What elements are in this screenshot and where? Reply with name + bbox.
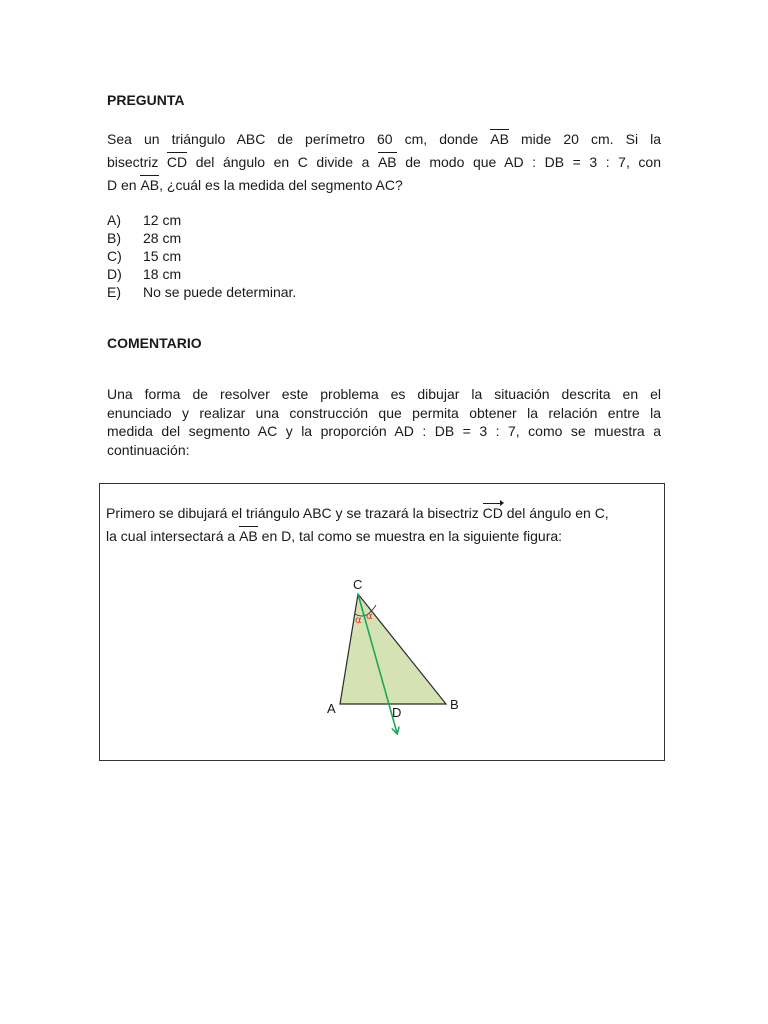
pregunta-heading: PREGUNTA <box>107 92 185 108</box>
box-text: en D, tal como se muestra en la siguiente figura: <box>257 528 563 544</box>
segment-ab: AB <box>239 528 258 544</box>
question-text: bisectriz <box>107 154 167 170</box>
construction-box <box>99 483 665 761</box>
option-text: No se puede determinar. <box>143 284 297 300</box>
comentario-heading: COMENTARIO <box>107 335 202 351</box>
comentario-line: continuación: <box>107 441 190 458</box>
option-text: 18 cm <box>143 266 182 282</box>
comentario-line: Una forma de resolver este problema es dibujar la situación descrita en el <box>107 386 661 402</box>
vertex-label-b: B <box>450 697 459 712</box>
option-e[interactable] <box>107 283 296 301</box>
angle-alpha-left: α <box>355 615 362 626</box>
triangle-figure <box>100 484 664 760</box>
option-c[interactable] <box>107 247 296 265</box>
angle-alpha-right: α <box>366 611 373 622</box>
box-text: del ángulo en C, <box>502 505 609 521</box>
segment-cd: CD <box>166 154 188 170</box>
option-text: 15 cm <box>143 248 182 264</box>
option-text: 28 cm <box>143 230 182 246</box>
box-text: Primero se dibujará el triángulo ABC y se trazará la bisectriz <box>106 505 483 521</box>
option-text: 12 cm <box>143 212 182 228</box>
option-letter: B) <box>107 230 121 246</box>
comentario-line: medida del segmento AC y la proporción AD : DB = 3 : 7, como se muestra a <box>107 423 661 439</box>
point-label-d: D <box>392 705 402 720</box>
question-line-3 <box>107 174 403 197</box>
question-line-2 <box>107 151 661 174</box>
vertex-label-a: A <box>327 701 336 716</box>
vertex-label-c: C <box>353 577 363 592</box>
segment-ab: AB <box>490 131 509 147</box>
option-letter: C) <box>107 248 122 264</box>
comentario-line: enunciado y realizar una construcción que permita obtener la relación entre la <box>107 404 661 421</box>
question-text: , ¿cuál es la medida del segmento AC? <box>159 177 403 193</box>
option-letter: A) <box>107 212 121 228</box>
question-text: de modo que AD : DB = 3 : 7, con <box>396 154 662 170</box>
segment-ab: AB <box>140 177 160 193</box>
question-text: Sea un triángulo ABC de perímetro 60 cm, donde <box>107 131 491 147</box>
vector-cd: CD <box>482 505 503 521</box>
question-line-1 <box>107 128 661 151</box>
option-b[interactable] <box>107 229 296 247</box>
box-text: la cual intersectará a <box>106 528 240 544</box>
question-text: mide 20 cm. Si la <box>508 131 662 147</box>
option-letter: E) <box>107 284 121 300</box>
option-a[interactable] <box>107 211 296 229</box>
answer-options <box>107 211 296 301</box>
question-text: D en <box>107 177 141 193</box>
segment-ab: AB <box>377 154 397 170</box>
comentario-paragraph <box>107 385 661 459</box>
triangle-abc <box>340 594 446 704</box>
option-letter: D) <box>107 266 122 282</box>
option-d[interactable] <box>107 265 296 283</box>
question-text: del ángulo en C divide a <box>187 154 378 170</box>
